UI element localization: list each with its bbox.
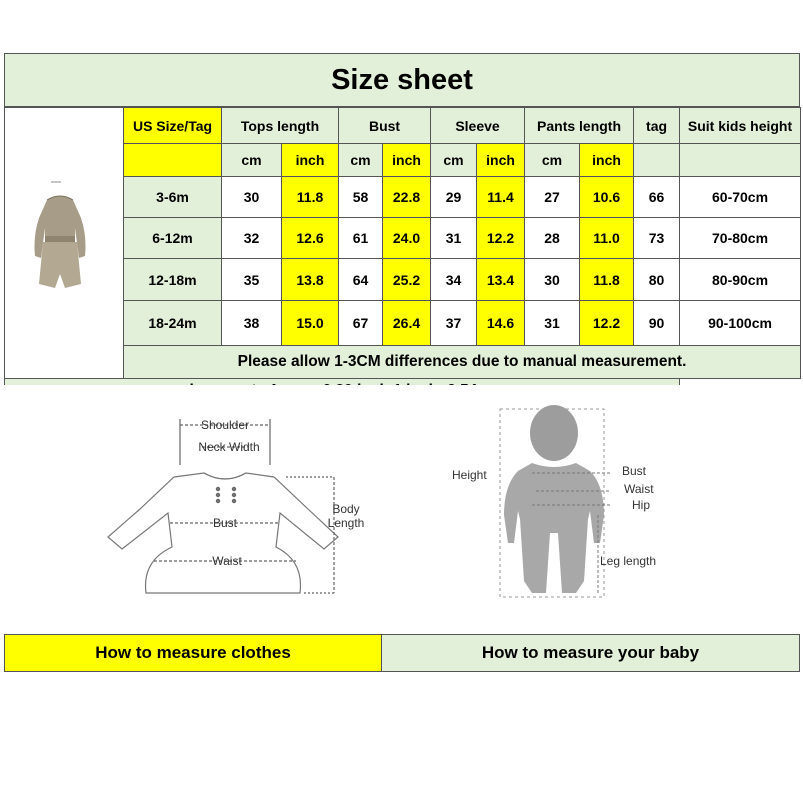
pants-inch: 12.2 xyxy=(580,301,634,346)
kids-height: 60-70cm xyxy=(680,177,801,218)
header-tag: tag xyxy=(634,108,680,144)
tops-cm: 32 xyxy=(222,217,282,259)
sleeve-inch: 14.6 xyxy=(477,301,525,346)
neck-width-label: Neck Width xyxy=(198,440,260,454)
unit-cm: cm xyxy=(339,144,383,177)
size-label: 6-12m xyxy=(124,217,222,259)
leg-length-label: Leg length xyxy=(600,554,657,568)
unit-blank xyxy=(634,144,680,177)
pants-inch: 11.8 xyxy=(580,259,634,301)
header-pants-length: Pants length xyxy=(525,108,634,144)
waist-label: Waist xyxy=(212,554,242,568)
bust-cm: 58 xyxy=(339,177,383,218)
unit-inch: inch xyxy=(580,144,634,177)
unit-inch: inch xyxy=(383,144,431,177)
sheet-title: Size sheet xyxy=(4,53,800,107)
measurement-note: Please allow 1-3CM differences due to manual measurement. xyxy=(124,345,801,378)
pants-cm: 27 xyxy=(525,177,580,218)
sleeve-cm: 31 xyxy=(431,217,477,259)
table-row xyxy=(5,177,801,218)
pants-inch: 10.6 xyxy=(580,177,634,218)
tops-inch: 11.8 xyxy=(282,177,339,218)
tag-value: 66 xyxy=(634,177,680,218)
how-to-measure-bar xyxy=(4,634,800,672)
unit-inch: inch xyxy=(282,144,339,177)
tops-cm: 30 xyxy=(222,177,282,218)
product-photo-cell xyxy=(5,108,124,379)
table-row xyxy=(5,259,801,301)
pants-cm: 30 xyxy=(525,259,580,301)
header-tops-length: Tops length xyxy=(222,108,339,144)
size-table xyxy=(4,107,801,403)
sleeve-inch: 12.2 xyxy=(477,217,525,259)
sleeve-cm: 37 xyxy=(431,301,477,346)
product-photo xyxy=(5,108,115,378)
pants-inch: 11.0 xyxy=(580,217,634,259)
kids-height: 90-100cm xyxy=(680,301,801,346)
baby-bust-label: Bust xyxy=(622,464,647,478)
header-size-blank xyxy=(124,144,222,177)
kids-height: 80-90cm xyxy=(680,259,801,301)
size-label: 18-24m xyxy=(124,301,222,346)
kids-height: 70-80cm xyxy=(680,217,801,259)
measurement-diagrams xyxy=(4,385,800,635)
bust-cm: 64 xyxy=(339,259,383,301)
header-sleeve: Sleeve xyxy=(431,108,525,144)
size-label: 12-18m xyxy=(124,259,222,301)
bust-inch: 26.4 xyxy=(383,301,431,346)
body-length-label-2: Length xyxy=(327,516,365,530)
tops-inch: 15.0 xyxy=(282,301,339,346)
header-size-tag: US Size/Tag xyxy=(124,108,222,144)
bust-inch: 25.2 xyxy=(383,259,431,301)
size-sheet xyxy=(4,53,800,370)
sleeve-inch: 13.4 xyxy=(477,259,525,301)
tag-value: 80 xyxy=(634,259,680,301)
unit-blank xyxy=(680,144,801,177)
sleeve-inch: 11.4 xyxy=(477,177,525,218)
height-label: Height xyxy=(452,468,487,482)
body-length-label: Body xyxy=(332,502,360,516)
tag-value: 90 xyxy=(634,301,680,346)
unit-cm: cm xyxy=(431,144,477,177)
pants-cm: 31 xyxy=(525,301,580,346)
header-kids-height: Suit kids height xyxy=(680,108,801,144)
tops-inch: 13.8 xyxy=(282,259,339,301)
tag-value: 73 xyxy=(634,217,680,259)
baby-waist-label: Waist xyxy=(624,482,654,496)
bust-inch: 24.0 xyxy=(383,217,431,259)
hip-label: Hip xyxy=(632,498,651,512)
unit-cm: cm xyxy=(222,144,282,177)
size-label: 3-6m xyxy=(124,177,222,218)
how-measure-clothes: How to measure clothes xyxy=(4,634,382,672)
tops-cm: 35 xyxy=(222,259,282,301)
how-measure-baby: How to measure your baby xyxy=(382,634,800,672)
table-row xyxy=(5,301,801,346)
shoulder-label: Shoulder xyxy=(200,418,250,432)
unit-inch: inch xyxy=(477,144,525,177)
tops-inch: 12.6 xyxy=(282,217,339,259)
table-row xyxy=(5,217,801,259)
sleeve-cm: 29 xyxy=(431,177,477,218)
bust-inch: 22.8 xyxy=(383,177,431,218)
bust-label: Bust xyxy=(212,516,238,530)
unit-cm: cm xyxy=(525,144,580,177)
bust-cm: 67 xyxy=(339,301,383,346)
pants-cm: 28 xyxy=(525,217,580,259)
tops-cm: 38 xyxy=(222,301,282,346)
baby-silhouette xyxy=(500,405,612,597)
header-bust: Bust xyxy=(339,108,431,144)
bust-cm: 61 xyxy=(339,217,383,259)
sleeve-cm: 34 xyxy=(431,259,477,301)
